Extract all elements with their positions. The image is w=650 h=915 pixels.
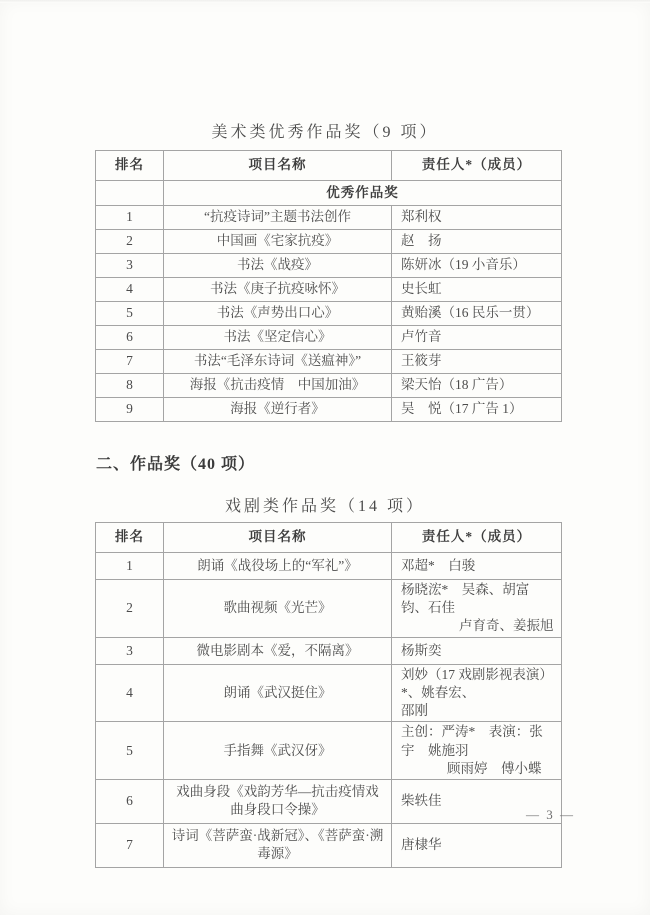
- header-project: 项目名称: [164, 523, 392, 553]
- header-person: 责任人*（成员）: [392, 151, 562, 181]
- table-row: [96, 398, 562, 422]
- person-cell: 邓超* 白骏: [392, 553, 562, 580]
- header-rank: 排名: [96, 151, 164, 181]
- person-line2: 邵刚: [401, 703, 428, 719]
- project-cell: 书法《声势出口心》: [164, 302, 392, 326]
- table-row: [96, 779, 562, 823]
- table-row: [96, 664, 562, 722]
- art-awards-table-container: [95, 150, 562, 422]
- scan-edge-artifact: [0, 0, 650, 3]
- person-cell: [392, 722, 562, 780]
- person-line2: 卢育奇、姜振旭: [459, 618, 554, 634]
- art-awards-table: [95, 150, 562, 422]
- subheader-empty-cell: [96, 181, 164, 206]
- table-row: [96, 637, 562, 664]
- project-cell: 中国画《宅家抗疫》: [164, 230, 392, 254]
- person-cell: [392, 580, 562, 638]
- person-cell: 柴轶佳: [392, 779, 562, 823]
- person-cell: 吴 悦（17 广告 1）: [392, 398, 562, 422]
- person-cell: 史长虹: [392, 278, 562, 302]
- table-row: [96, 206, 562, 230]
- rank-cell: 5: [96, 722, 164, 780]
- project-cell: 手指舞《武汉伢》: [164, 722, 392, 780]
- rank-cell: 3: [96, 254, 164, 278]
- header-project: 项目名称: [164, 151, 392, 181]
- project-cell: “抗疫诗词”主题书法创作: [164, 206, 392, 230]
- table-header-row: [96, 151, 562, 181]
- person-line1: 刘妙（17 戏剧影视表演）*、姚春宏、: [401, 666, 553, 700]
- table-row: [96, 278, 562, 302]
- table-row: [96, 230, 562, 254]
- project-cell: 书法《坚定信心》: [164, 326, 392, 350]
- person-cell: 郑利权: [392, 206, 562, 230]
- rank-cell: 3: [96, 637, 164, 664]
- project-cell: 海报《抗击疫情 中国加油》: [164, 374, 392, 398]
- person-cell: 唐棣华: [392, 823, 562, 867]
- table-row: [96, 722, 562, 780]
- subheader-row: [96, 181, 562, 206]
- project-cell: 微电影剧本《爱，不隔离》: [164, 637, 392, 664]
- project-cell: 海报《逆行者》: [164, 398, 392, 422]
- rank-cell: 5: [96, 302, 164, 326]
- rank-cell: 7: [96, 823, 164, 867]
- page-number: — 3 —: [526, 807, 575, 822]
- drama-awards-table: [95, 522, 562, 868]
- person-cell: 赵 扬: [392, 230, 562, 254]
- table-row: [96, 302, 562, 326]
- person-cell: 陈妍冰（19 小音乐）: [392, 254, 562, 278]
- person-cell: 杨斯奕: [392, 637, 562, 664]
- person-line1: 主创：严涛* 表演：张宇 姚施羽: [401, 724, 543, 758]
- rank-cell: 8: [96, 374, 164, 398]
- person-cell: 梁天怡（18 广告）: [392, 374, 562, 398]
- drama-awards-table-container: [95, 522, 562, 868]
- table-row: [96, 326, 562, 350]
- rank-cell: 7: [96, 350, 164, 374]
- project-cell: 书法《庚子抗疫咏怀》: [164, 278, 392, 302]
- table-row: [96, 580, 562, 638]
- project-cell: 书法“毛泽东诗词《送瘟神》”: [164, 350, 392, 374]
- person-cell: [392, 664, 562, 722]
- project-cell: 书法《战疫》: [164, 254, 392, 278]
- rank-cell: 4: [96, 664, 164, 722]
- project-cell: 朗诵《武汉挺住》: [164, 664, 392, 722]
- person-cell: 王筱芽: [392, 350, 562, 374]
- table-row: [96, 350, 562, 374]
- table-header-row: [96, 523, 562, 553]
- person-line1: 杨晓浤* 吴森、胡富钧、石佳: [401, 582, 530, 616]
- person-cell: 黄贻溪（16 民乐一贯）: [392, 302, 562, 326]
- rank-cell: 9: [96, 398, 164, 422]
- rank-cell: 4: [96, 278, 164, 302]
- project-cell: 诗词《菩萨蛮·战新冠》、《菩萨蛮·溯毒源》: [164, 823, 392, 867]
- section-heading-works-award: 二、作品奖（40 项）: [96, 456, 256, 473]
- rank-cell: 6: [96, 326, 164, 350]
- rank-cell: 1: [96, 553, 164, 580]
- table-row: [96, 254, 562, 278]
- rank-cell: 6: [96, 779, 164, 823]
- rank-cell: 1: [96, 206, 164, 230]
- project-cell: 歌曲视频《光芒》: [164, 580, 392, 638]
- person-cell: 卢竹音: [392, 326, 562, 350]
- table-row: [96, 553, 562, 580]
- table-row: [96, 374, 562, 398]
- table-row: [96, 823, 562, 867]
- person-line2: 顾雨婷 傅小蝶: [447, 760, 542, 776]
- rank-cell: 2: [96, 580, 164, 638]
- drama-awards-title: 戏剧类作品奖（14 项）: [224, 498, 425, 515]
- header-person: 责任人*（成员）: [392, 523, 562, 553]
- rank-cell: 2: [96, 230, 164, 254]
- header-rank: 排名: [96, 523, 164, 553]
- subheader-label: 优秀作品奖: [164, 181, 562, 206]
- project-cell: 朗诵《战役场上的“军礼”》: [164, 553, 392, 580]
- project-cell: 戏曲身段《戏韵芳华—抗击疫情戏曲身段口令操》: [164, 779, 392, 823]
- art-awards-title: 美术类优秀作品奖（9 项）: [211, 124, 439, 141]
